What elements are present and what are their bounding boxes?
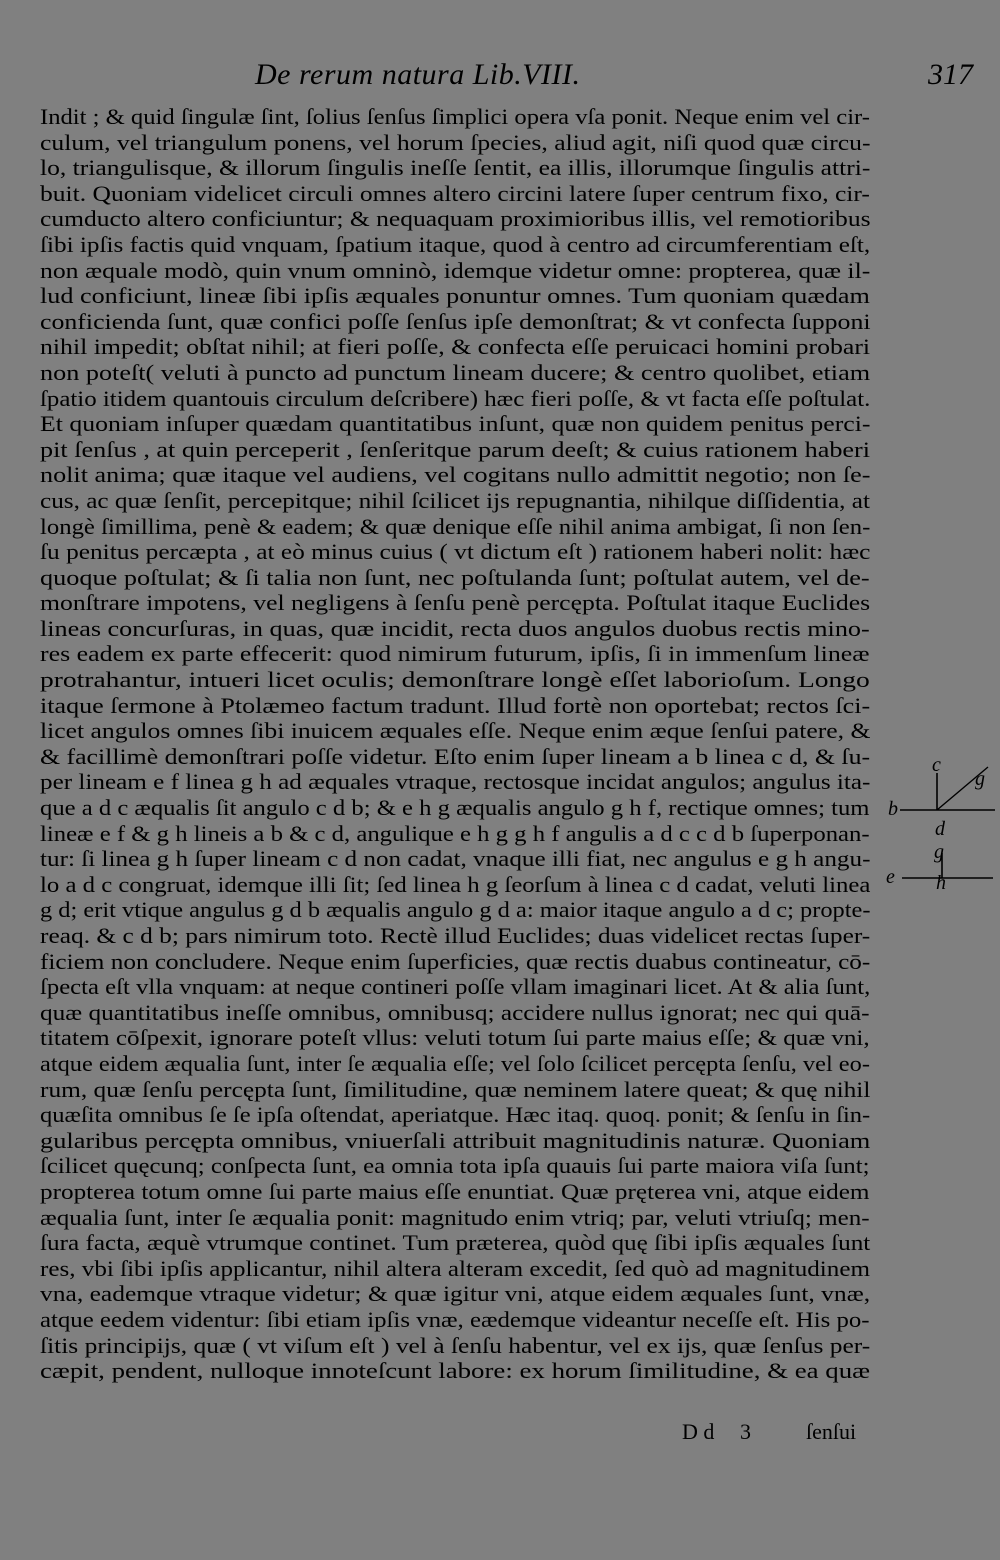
text-line: lud conficiunt, lineæ ſibi ipſis æquales ponuntur omnes. Tum quoniam quædam — [40, 283, 870, 309]
text-line: ſitis principijs, quæ ( vt viſum eſt ) vel à ſenſu habentur, vel ex ijs, quæ ſenſus per- — [40, 1332, 871, 1358]
text-line: res, vbi ſibi ipſis applicantur, nihil altera alteram excedit, ſed quò ad magnitudinem — [40, 1255, 870, 1281]
text-line: cus, ac quæ ſenſit, percepitque; nihil ſcilicet ijs repugnantia, nihilque diſſidentia, at — [40, 487, 870, 513]
text-line: æqualia ſunt, inter ſe æqualia ponit: magnitudo enim vtriq; par, veluti vtriuſq; men- — [40, 1204, 870, 1230]
label-e: e — [886, 866, 895, 888]
text-line: Indit ; & quid ſingulæ ſint, ſolius ſenſus ſimplici opera vſa ponit. Neque enim vel cir- — [40, 104, 870, 129]
running-title: De rerum natura Lib.VIII. — [255, 58, 581, 91]
text-line: quæ quantitatibus ineſſe omnibus, omnibusq; accidere nullus ignorat; nec qui quā- — [40, 999, 870, 1025]
text-line: gularibus percępta omnibus, vniuerſali attribuit magnitudinis naturæ. Quoniam — [40, 1127, 871, 1153]
text-line: licet angulos omnes ſibi inuicem æquales eſſe. Neque enim æque ſenſui patere, & — [40, 718, 871, 744]
text-line: monſtrare impotens, vel negligens à ſenſu penè percępta. Poſtulat itaque Euclides — [40, 590, 871, 616]
text-line: longè ſimillima, penè & eadem; & quæ denique eſſe nihil anima ambigat, ſi non ſen- — [40, 513, 871, 539]
text-line: reaq. & c d b; pars nimirum toto. Rectè illud Euclides; duas videlicet rectas ſuper- — [40, 923, 871, 948]
body-text — [40, 104, 870, 1384]
text-line: pit ſenſus , at quin perceperit , ſenſeritque parum deeſt; & cuius rationem haberi — [40, 436, 871, 462]
label-c: c — [932, 755, 941, 776]
text-line: buit. Quoniam videlicet circuli omnes altero circini latere ſuper centrum fixo, cir- — [40, 180, 870, 206]
text-line: cæpit, pendent, nulloque innoteſcunt labore: ex horum ſimilitudine, & ea quæ — [40, 1358, 871, 1384]
text-line: Et quoniam inſuper quædam quantitatibus inſunt, quæ non quidem penitus perci- — [40, 411, 871, 437]
text-line: non æquale modò, quin vnum omninò, idemque videtur omne: propterea, quæ il- — [40, 257, 871, 283]
text-line: quæſita omnibus ſe ſe ipſa oſtendat, aperiatque. Hæc itaq. quoq. ponit; & ſenſu in ſin- — [40, 1102, 871, 1128]
label-b: b — [888, 798, 898, 820]
text-line: lineæ e f & g h lineis a b & c d, angulique e h g g h f angulis a d c c d b ſuperponan- — [40, 820, 870, 846]
text-line: atque eedem videntur: ſibi etiam ipſis vnæ, eædemque videantur neceſſe eſt. His po- — [40, 1306, 870, 1332]
label-g-upper: g — [975, 768, 985, 790]
text-line: res eadem ex parte effecerit: quod nimirum futurum, ipſis, ſi in immenſum lineæ — [40, 641, 870, 667]
text-line: vna, eademque vtraque videtur; & quæ igitur vni, atque eidem æquales ſunt, vnæ, — [40, 1281, 871, 1307]
text-line: lo, triangulisque, & illorum ſingulis ineſſe ſentit, ea illis, illorumque ſingulis attri- — [40, 155, 871, 181]
text-line: ſcilicet quęcunq; conſpecta ſunt, ea omnia tota ipſa quauis ſui parte maiora viſa ſunt; — [40, 1153, 870, 1179]
text-line: conficienda ſunt, quæ confici poſſe ſenſus ipſe demonſtrat; & vt confecta ſupponi — [40, 308, 871, 334]
text-line: titatem cōſpexit, ignorare poteſt vllus: veluti totum ſui parte maius eſſe; & quæ vni, — [40, 1025, 870, 1051]
text-line: rum, quæ ſenſu percępta ſunt, ſimilitudine, quæ neminem latere queat; & quę nihil — [40, 1076, 871, 1102]
text-line: cumducto altero conficiuntur; & nequaquam proximioribus illis, vel remotioribus — [40, 206, 871, 232]
text-line: ſu penitus percæpta , at eò minus cuius ( vt dictum eſt ) rationem haberi nolit: hæc — [40, 539, 871, 565]
signature-number: 3 — [740, 1419, 751, 1444]
text-line: lineas concurſuras, in quas, quæ incidit, recta duos angulos duobus rectis mino- — [40, 615, 870, 641]
text-line: culum, vel triangulum ponens, vel horum ſpecies, aliud agit, niſi quod quæ circu- — [40, 129, 871, 155]
angle-diagram-svg — [880, 755, 1000, 890]
text-line: propterea totum omne ſui parte maius eſſe enuntiat. Quæ pręterea vni, atque eidem — [40, 1178, 870, 1204]
text-line: nihil impedit; obſtat nihil; at fieri poſſe, & confecta eſſe peruicaci homini probari — [40, 334, 871, 360]
text-line: ſura facta, æquè vtrumque continet. Tum præterea, quòd quę ſibi ipſis æquales ſunt — [40, 1230, 871, 1256]
label-h: h — [936, 872, 946, 890]
text-line: atque eidem æqualia ſunt, inter ſe æqualia eſſe; vel ſolo ſcilicet percępta ſenſu, vel eo- — [40, 1050, 870, 1076]
text-line: lo a d c congruat, idemque illi ſit; ſed linea h g ſeorſum à linea c d cadat, veluti linea — [40, 871, 871, 897]
text-line: itaque ſermone à Ptolæmeo factum tradunt. Illud fortè non oportebat; rectos ſci- — [40, 692, 871, 718]
text-line: per lineam e f linea g h ad æquales vtraque, rectosque incidat angulos; angulus ita- — [40, 769, 871, 795]
text-line: ficiem non concludere. Neque enim ſuperficies, quæ rectis duabus contineatur, cō- — [40, 948, 871, 974]
text-line: ſpecta eſt vlla vnquam: at neque contineri poſſe vllam imaginari licet. At & alia ſunt, — [40, 974, 871, 1000]
page-number: 317 — [928, 58, 973, 91]
text-line: ſpatio itidem quantouis circulum deſcribere) hæc fieri poſſe, & vt facta eſſe poſtulat. — [40, 385, 871, 411]
text-line: protrahantur, intueri licet oculis; demonſtrare longè eſſet laborioſum. Longo — [40, 667, 870, 693]
signature-mark: D d — [682, 1419, 715, 1444]
label-g-lower: g — [934, 841, 944, 863]
text-line: & facillimè demonſtrari poſſe videtur. Eſto enim ſuper lineam a b linea c d, & ſu- — [40, 743, 871, 769]
geometry-diagram — [880, 755, 1000, 890]
label-d: d — [935, 818, 945, 840]
text-line: non poteſt( veluti à puncto ad punctum lineam ducere; & centro quolibet, etiam — [40, 359, 871, 385]
text-line: tur: ſi linea g h ſuper lineam c d non cadat, vnaque illi fiat, nec angulus e g h angu- — [40, 846, 871, 872]
text-line: g d; erit vtique angulus g d b æqualis angulo g d a: maior itaque angulo a d c; propte- — [40, 897, 871, 923]
text-line: nolit anima; quæ itaque vel audiens, vel cogitans nullo admittit negotio; non ſe- — [40, 462, 871, 488]
text-line: ſibi ipſis factis quid vnquam, ſpatium itaque, quod à centro ad circumferentiam eſt, — [40, 231, 871, 257]
text-line: quoque poſtulat; & ſi talia non ſunt, nec poſtulanda ſunt; poſtulat autem, vel de- — [40, 564, 870, 590]
text-line: que a d c æqualis ſit angulo c d b; & e h g æqualis angulo g h f, rectique omnes; tum — [40, 795, 870, 821]
catchword: ſenſui — [806, 1419, 857, 1444]
